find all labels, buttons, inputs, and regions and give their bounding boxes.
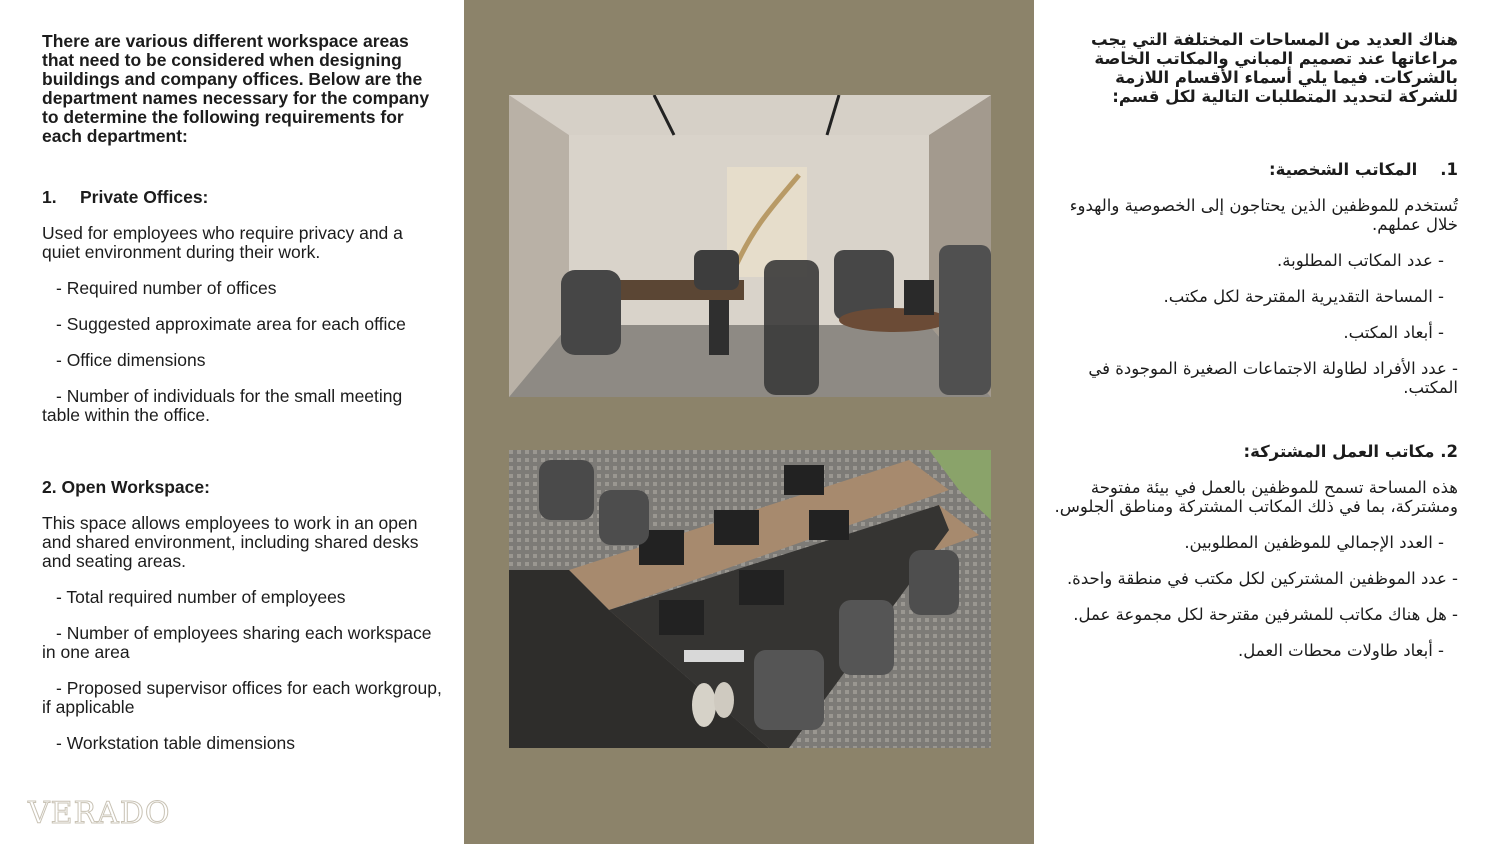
- arabic-section1-bullet: - المساحة التقديرية المقترحة لكل مكتب.: [1163, 287, 1444, 306]
- verado-logo: VERADO: [28, 796, 171, 831]
- english-column: [42, 32, 442, 753]
- arabic-section2-heading: 2. مكاتب العمل المشتركة:: [1243, 442, 1458, 461]
- arabic-section2-bullet: - هل هناك مكاتب للمشرفين مقترحة لكل مجموعة عمل.: [1073, 605, 1458, 624]
- arabic-column: [1050, 30, 1458, 660]
- english-section1-number: 1.: [42, 187, 57, 207]
- arabic-section2-bullet: - عدد الموظفين المشتركين لكل مكتب في منطقة واحدة.: [1066, 569, 1458, 588]
- arabic-section1-title: المكاتب الشخصية:: [1269, 160, 1418, 179]
- arabic-section1-bullet: - عدد المكاتب المطلوبة.: [1277, 251, 1444, 270]
- arabic-section2-description: هذه المساحة تسمح للموظفين بالعمل في بيئة مفتوحة ومشتركة، بما في ذلك المكاتب المشتركة ومناطق الجلوس.: [1054, 478, 1458, 516]
- english-section2-bullet: - Proposed supervisor offices for each workgroup, if applicable: [42, 678, 442, 717]
- arabic-section1-heading: [1050, 160, 1458, 179]
- arabic-section2-bullet: - أبعاد طاولات محطات العمل.: [1238, 641, 1444, 660]
- english-section1-heading: [42, 188, 442, 207]
- english-section2-bullet: - Workstation table dimensions: [56, 733, 295, 753]
- english-section2-bullet: - Number of employees sharing each workspace in one area: [42, 623, 432, 662]
- english-section1-bullet: - Suggested approximate area for each office: [56, 314, 406, 334]
- english-section2-heading: 2. Open Workspace:: [42, 477, 210, 497]
- private-office-photo: [509, 95, 991, 397]
- open-workspace-photo: [509, 450, 991, 748]
- english-section2-description: This space allows employees to work in an open and shared environment, including shared desks and seating areas.: [42, 513, 419, 571]
- arabic-section2-bullet: - العدد الإجمالي للموظفين المطلوبين.: [1184, 533, 1444, 552]
- arabic-section1-bullet: - أبعاد المكتب.: [1343, 323, 1444, 342]
- arabic-section1-bullet: - عدد الأفراد لطاولة الاجتماعات الصغيرة الموجودة في المكتب.: [1088, 359, 1458, 397]
- english-intro: There are various different workspace areas that need to be considered when designing buildings and company offices. Below are the department names necessary for the company to determine the following requirements for each department:: [42, 31, 430, 146]
- english-section2-bullet: - Total required number of employees: [56, 587, 346, 607]
- english-section1-description: Used for employees who require privacy and a quiet environment during their work.: [42, 223, 403, 262]
- english-section1-bullet: - Required number of offices: [56, 278, 277, 298]
- arabic-intro: هناك العديد من المساحات المختلفة التي يجب مراعاتها عند تصميم المباني والمكاتب الخاصة بالشركات. فيما يلي أسماء الأقسام اللازمة للشركة لتحديد المتطلبات التالية لكل قسم:: [1090, 30, 1458, 106]
- image-panel: [464, 0, 1034, 844]
- english-section1-title: Private Offices:: [80, 187, 209, 207]
- english-section1-bullet: - Office dimensions: [56, 350, 206, 370]
- arabic-section1-description: تُستخدم للموظفين الذين يحتاجون إلى الخصوصية والهدوء خلال عملهم.: [1069, 196, 1458, 234]
- arabic-section1-number: 1.: [1440, 160, 1458, 179]
- english-section1-bullet: - Number of individuals for the small meeting table within the office.: [42, 386, 403, 425]
